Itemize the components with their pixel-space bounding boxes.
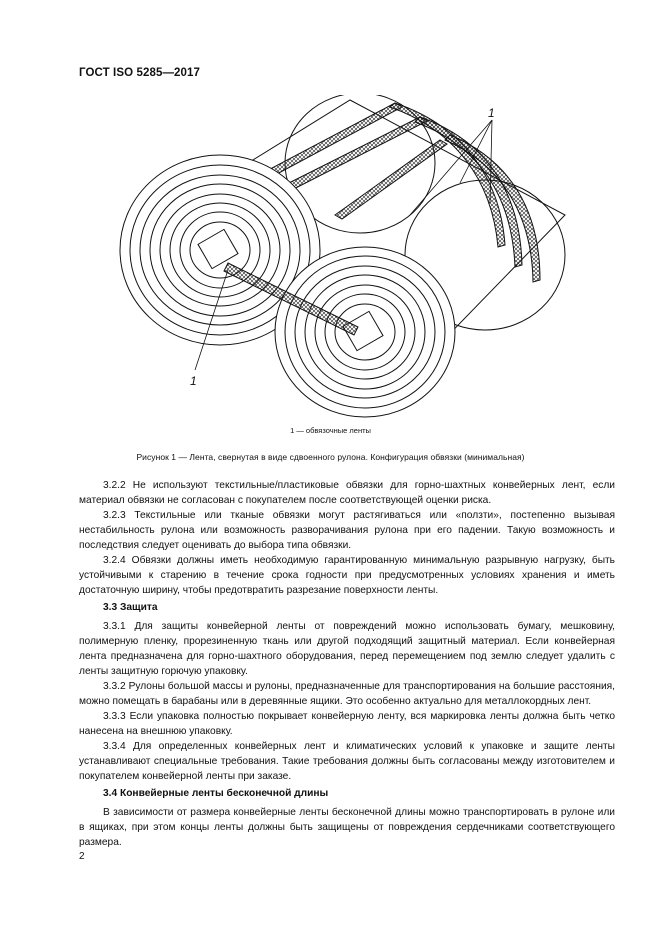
callout-label-left: 1: [190, 374, 197, 388]
paragraph-3-3-1: 3.3.1 Для защиты конвейерной ленты от повреждений можно использовать бумагу, мешковину, полимерную пленку, прорезиненную ткань или другой подходящий защитный материал. Если конвейерная лента предназначена для горно-шахтного оборудования, перед перемещением под землю следует удалить с ленты защитную горючую упаковку.: [79, 621, 615, 677]
paragraph-3-3-2: 3.3.2 Рулоны большой массы и рулоны, предназначенные для транспортирования на большие расстояния, можно помещать в барабаны или в деревянные ящики. Это особенно актуально для металлокордных лент.: [79, 681, 615, 707]
paragraph-3-4: В зависимости от размера конвейерные ленты бесконечной длины можно транспортировать в рулоне или в ящиках, при этом концы ленты должны быть защищены от повреждения сердечниками соответствующего размера.: [79, 807, 615, 848]
figure-caption: Рисунок 1 — Лента, свернутая в виде сдвоенного рулона. Конфигурация обвязки (минимальная): [136, 452, 525, 462]
paragraph-3-2-3: 3.2.3 Текстильные или тканые обвязки могут растягиваться или «ползти», постепенно вызывая нестабильность рулона или возможность разворачивания рулона при его падении. Такую возможность и последствия следует оценивать до выбора типа обвязки.: [79, 510, 615, 551]
paragraph-3-2-2: 3.2.2 Не используют текстильные/пластиковые обвязки для горно-шахтных конвейерных лент, если материал обвязки не согласован с покупателем после соответствующей оценки риска.: [79, 480, 615, 506]
page-number: 2: [79, 851, 85, 862]
paragraph-3-3-3: 3.3.3 Если упаковка полностью покрывает конвейерную ленту, вся маркировка ленты должна быть четко нанесена на внешнюю упаковку.: [79, 711, 615, 737]
front-right-roll: [275, 247, 455, 417]
body-text: [79, 478, 615, 850]
paragraph-3-2-4: 3.2.4 Обвязки должны иметь необходимую гарантированную минимальную разрывную нагрузку, быть устойчивыми к старению в течение срока годности при предусмотренных условиях хранения и иметь достаточную ширину, чтобы предотвратить разрезание поверхности ленты.: [79, 555, 615, 596]
twin-roll-figure: [110, 95, 580, 420]
section-heading-3-3: 3.3 Защита: [103, 602, 158, 613]
document-header: ГОСТ ISO 5285—2017: [79, 67, 201, 79]
callout-label-top: 1: [488, 106, 495, 120]
figure-legend: 1 — обвязочные ленты: [290, 426, 371, 435]
paragraph-3-3-4: 3.3.4 Для определенных конвейерных лент и климатических условий к упаковке и защите ленты устанавливают специальные требования. Такие требования должны быть согласованы между изготовителем и покупателем конвейерной ленты при заказе.: [79, 741, 615, 782]
section-heading-3-4: 3.4 Конвейерные ленты бесконечной длины: [103, 788, 329, 799]
